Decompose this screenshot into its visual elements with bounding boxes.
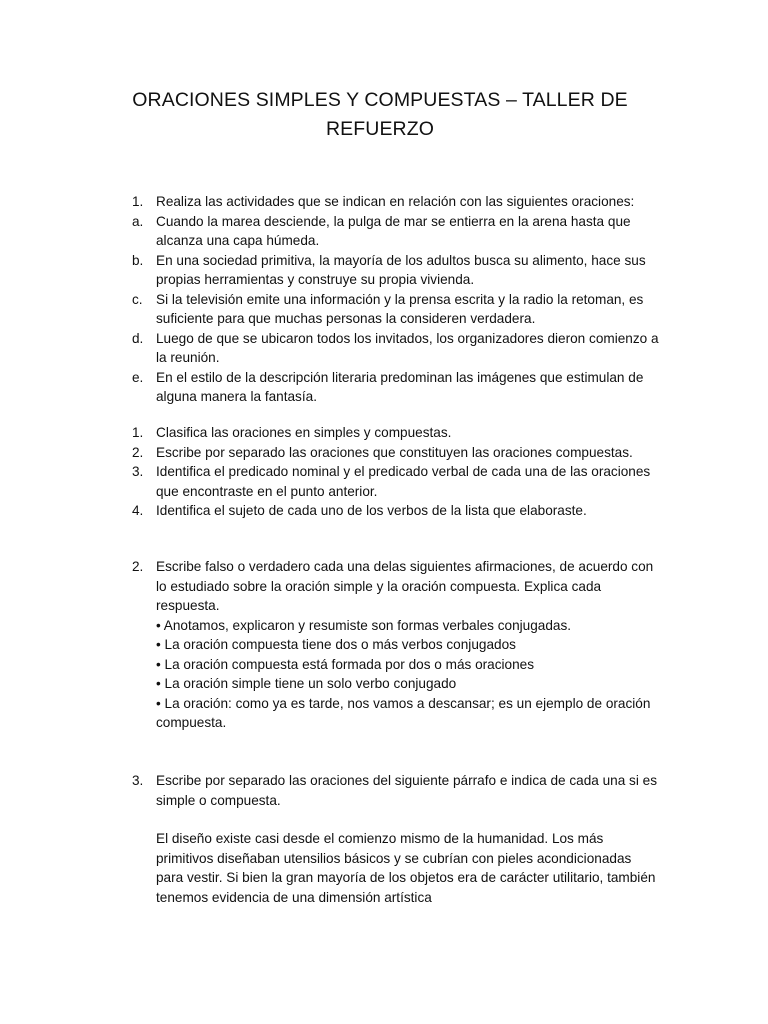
list-marker: e. [132, 369, 144, 385]
section-1 [132, 192, 662, 407]
list-marker: a. [132, 213, 144, 229]
list-marker: 2. [132, 559, 144, 574]
task-text: Escribe por separado las oraciones que constituyen las oraciones compuestas. [156, 444, 633, 460]
list-marker: c. [132, 291, 143, 307]
exercise-paragraph: El diseño existe casi desde el comienzo mismo de la humanidad. Los más primitivos diseñaban utensilios básicos y se cubrían con pieles acondicionadas para vestir. Si bien la gran mayoría de los objetos era de carácter utilitario, también tenemos evidencia de una dimensión artística [156, 831, 656, 905]
statement-item: • La oración compuesta tiene dos o más verbos conjugados [156, 637, 516, 652]
sentence-item [132, 251, 662, 290]
document-title: ORACIONES SIMPLES Y COMPUESTAS – TALLER DE REFUERZO [132, 89, 628, 140]
instruction-text: Realiza las actividades que se indican en relación con las siguientes oraciones: [156, 194, 635, 209]
statement-item: • Anotamos, explicaron y resumiste son formas verbales conjugadas. [156, 617, 572, 633]
sentence-item [132, 368, 662, 407]
sentence-text: Cuando la marea desciende, la pulga de mar se entierra en la arena hasta que alcanza una capa húmeda. [156, 213, 631, 248]
list-marker: 1. [132, 425, 144, 440]
sentence-text: Luego de que se ubicaron todos los invitados, los organizadores dieron comienzo a la reunión. [156, 330, 659, 365]
instruction-text: Escribe por separado las oraciones del siguiente párrafo e indica de cada una si es simple o compuesta. [156, 773, 658, 808]
list-marker: 3. [132, 773, 144, 788]
sentence-item [132, 212, 662, 251]
task-text: Identifica el predicado nominal y el predicado verbal de cada una de las oraciones que encontraste en el punto anterior. [156, 464, 651, 499]
section-2-instruction [132, 557, 662, 616]
list-marker: 4. [132, 503, 144, 518]
section-1-tasks [132, 423, 662, 521]
list-marker: b. [132, 252, 144, 268]
sentence-text: Si la televisión emite una información y la prensa escrita y la radio la retoman, es suficiente para que muchas personas la consideren verdadera. [156, 291, 644, 326]
task-item [132, 462, 662, 501]
list-marker: 3. [132, 464, 144, 479]
instruction-text: Escribe falso o verdadero cada una delas siguientes afirmaciones, de acuerdo con lo estudiado sobre la oración simple y la oración compuesta. Explica cada respuesta. [156, 559, 654, 613]
statement-item: • La oración compuesta está formada por dos o más oraciones [156, 656, 535, 672]
statement-item: • La oración simple tiene un solo verbo conjugado [156, 676, 457, 691]
list-marker: d. [132, 330, 144, 346]
task-text: Clasifica las oraciones en simples y compuestas. [156, 425, 452, 440]
section-3 [132, 771, 662, 907]
list-marker: 2. [132, 444, 144, 460]
task-item [132, 501, 662, 521]
section-2 [132, 557, 662, 733]
sentence-item [132, 329, 662, 368]
section-1-instruction [132, 192, 662, 212]
task-item [132, 423, 662, 443]
task-text: Identifica el sujeto de cada uno de los verbos de la lista que elaboraste. [156, 503, 587, 518]
statement-item: • La oración: como ya es tarde, nos vamos a descansar; es un ejemplo de oración compuesta. [156, 695, 651, 730]
sentence-item [132, 290, 662, 329]
sentence-text: En el estilo de la descripción literaria predominan las imágenes que estimulan de alguna manera la fantasía. [156, 369, 644, 404]
task-item [132, 443, 662, 463]
section-3-instruction [132, 771, 662, 810]
list-marker: 1. [132, 194, 144, 209]
sentence-text: En una sociedad primitiva, la mayoría de los adultos busca su alimento, hace sus propias herramientas y construye su propia vivienda. [156, 252, 646, 287]
